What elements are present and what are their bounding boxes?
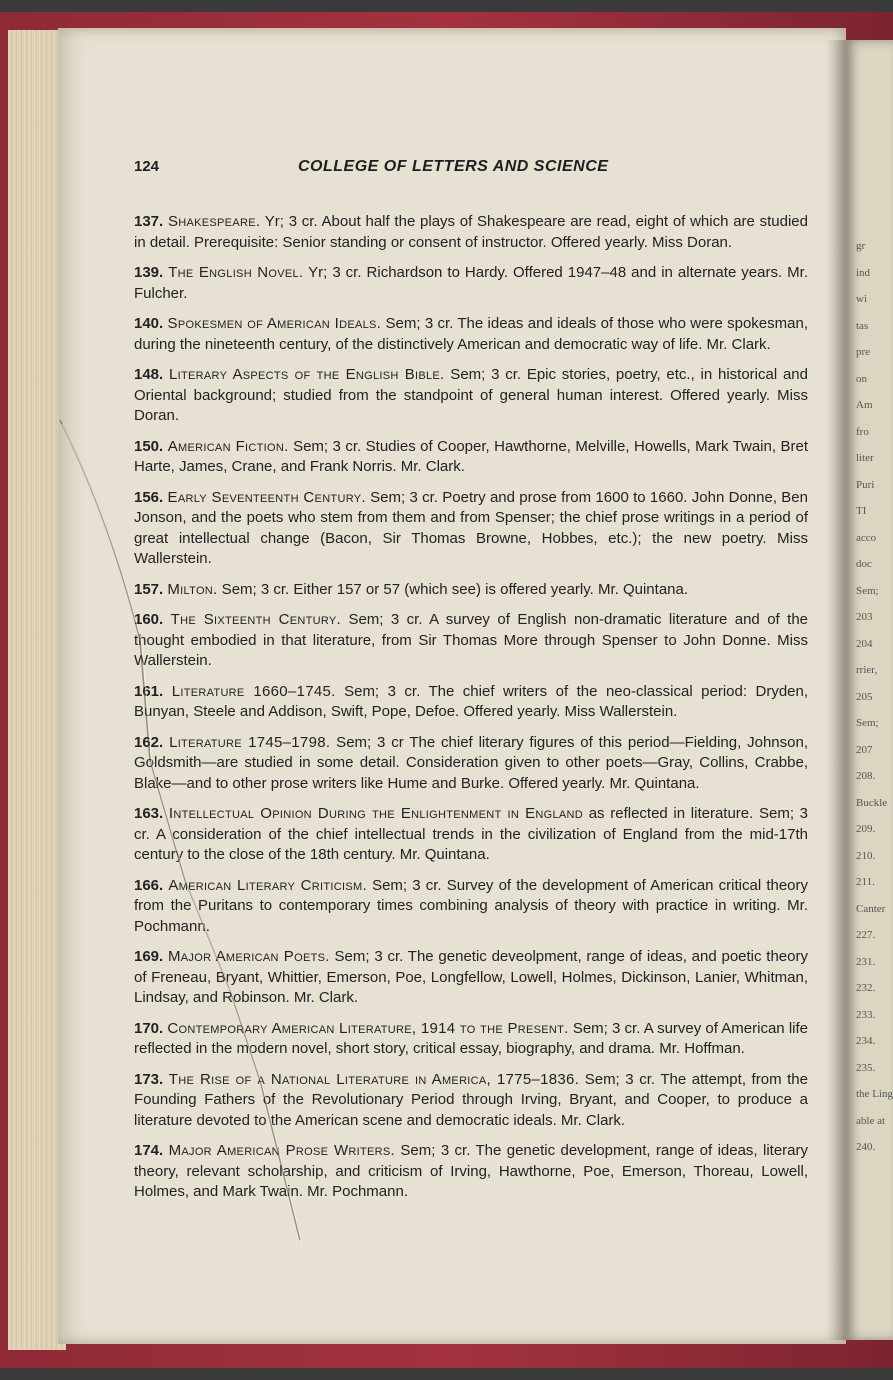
course-number: 150. [134,437,164,455]
course-entry [134,682,808,723]
adjacent-page-fragment: 204 [856,637,873,650]
course-number: 139. [134,264,164,281]
adjacent-page-fragment: 207 [856,743,873,756]
adjacent-page-fragment: 209. [856,823,876,835]
adjacent-page-fragment: 233. [856,1008,876,1021]
adjacent-page-fragment: 235. [856,1061,876,1074]
adjacent-page-fragment: Sem; [856,584,879,597]
course-number: 148. [134,366,164,383]
adjacent-page-fragment: 227. [856,929,876,941]
course-number: 157. [134,580,164,598]
course-description: Yr; 3 cr. About half the plays of Shakespeare are read, eight of which are studied in detail. Prerequisite: Senior standing or consent of instructor. Offered yearly. Miss Doran. [134,213,808,251]
course-title: American Literary Criticism. [168,876,367,894]
course-title: Shakespeare. [167,213,261,230]
adjacent-page-fragment: acco [856,531,877,544]
adjacent-page-fragment: Puri [856,478,875,491]
course-entry [134,365,808,427]
running-head: COLLEGE OF LETTERS AND SCIENCE [298,158,609,175]
adjacent-page-fragment: TI [856,505,867,517]
course-number: 140. [134,315,164,332]
course-title: Early Seventeenth Century. [167,488,366,506]
course-description: as reflected in literature. Sem; 3 cr. A consideration of the chief intellectual trends in the civilization of England from the mid-17th century to the close of the 18th century. Mr. Quintana. [134,805,809,863]
course-description: Sem; 3 cr. The genetic deveolpment, range of ideas, and poetic theory of Freneau, Bryant, Whittier, Emerson, Poe, Longfellow, Lowell, Holmes, Dickinson, Lanier, Whitman, Lindsay, and Robinson. Mr. Clark. [134,948,808,1006]
adjacent-page-fragment: wi [856,293,867,305]
course-entry [134,610,808,672]
course-entry [134,1070,808,1132]
adjacent-page-fragment: gr [856,240,866,252]
course-title: Major American Poets. [168,948,330,965]
course-entry [134,437,808,478]
adjacent-page-fragment: 208. [856,770,876,782]
course-number: 137. [134,213,164,230]
course-description: Sem; 3 cr. The genetic development, range of ideas, literary theory, relevant scholarship, and criticism of Irving, Hawthorne, Poe, Emerson, Thoreau, Lowell, Holmes, and Mark Twain. Mr. Pochmann. [134,1142,808,1200]
course-description: Sem; 3 cr. The chief writers of the neo-classical period: Dryden, Bunyan, Steele and Addison, Swift, Pope, Defoe. Offered yearly. Miss Wallerstein. [134,682,809,720]
adjacent-page-fragment: pre [856,346,871,358]
course-title: American Fiction. [167,437,289,455]
adjacent-page-fragment: liter [856,452,874,464]
adjacent-page-fragment: on [856,372,867,385]
adjacent-page-fragment: 240. [856,1141,876,1153]
course-entry [134,1019,808,1060]
course-number: 163. [134,805,164,822]
adjacent-page-fragment: 211. [856,876,875,888]
course-description: Sem; 3 cr. A survey of English non-dramatic literature and of the thought embodied in that literature, from Sir Thomas More through Spenser to John Donne. Miss Wallerstein. [134,611,808,669]
course-description: Sem; 3 cr. Epic stories, poetry, etc., in historical and Oriental background; studied from the standpoint of general human interest. Offered yearly. Miss Doran. [134,366,808,424]
course-title: Contemporary American Literature, 1914 to the Present. [167,1019,569,1037]
course-description: Sem; 3 cr. Studies of Cooper, Hawthorne, Melville, Howells, Mark Twain, Bret Harte, James, Crane, and Frank Norris. Mr. Clark. [134,437,809,475]
adjacent-page-fragment: 210. [856,849,876,862]
course-entry [134,947,808,1009]
adjacent-page-fragment: Buckle [856,796,888,809]
page-number: 124 [134,158,160,175]
course-number: 161. [134,682,164,700]
course-description: Sem; 3 cr. A survey of American life reflected in the modern novel, short story, critical essay, biography, and drama. Mr. Hoffman. [134,1019,808,1057]
course-number: 170. [134,1019,164,1037]
adjacent-page-fragment: tas [856,319,869,332]
course-entry [134,733,808,795]
adjacent-page-fragment: Canter [856,902,886,915]
course-title: Literature 1660–1745. [171,682,336,700]
course-title: The English Novel. [168,264,304,281]
course-entry [134,804,808,866]
adjacent-page-fragment: 203 [856,611,873,623]
course-entry [134,1141,808,1203]
course-entry [134,876,808,938]
adjacent-page-fragment: fro [856,425,869,438]
course-entry [134,212,808,253]
course-listing [134,212,808,1213]
course-description: Sem; 3 cr. Either 157 or 57 (which see) is offered yearly. Mr. Quintana. [217,580,689,598]
course-entry [134,314,808,355]
course-description: Sem; 3 cr The chief literary figures of this period—Fielding, Johnson, Goldsmith—are studied in some detail. Consideration given to other poets—Gray, Collins, Crabbe, Blake—and to other prose writers like Hume and Burke. Offered yearly. Mr. Quintana. [134,733,808,792]
course-entry [134,263,808,304]
course-title: Major American Prose Writers. [168,1142,396,1159]
course-description: Sem; 3 cr. The attempt, from the Founding Fathers of the Revolutionary Period through Irving, Bryant, and Cooper, to produce a literature devoted to the American scene and democratic ideals. Mr. Clark. [134,1070,808,1129]
page-header [134,158,808,178]
course-title: Milton. [167,580,218,598]
course-description: Sem; 3 cr. Poetry and prose from 1600 to 1660. John Donne, Ben Jonson, and the poets who stem from them and from Spenser; the chief prose writings in a period of great intellectual change (Bacon, Sir Thomas Browne, Hobbes, etc.); the new poetry. Miss Wallerstein. [134,488,808,567]
adjacent-page-fragment: doc [856,558,872,570]
course-description: Yr; 3 cr. Richardson to Hardy. Offered 1947–48 and in alternate years. Mr. Fulcher. [134,264,808,302]
adjacent-page-fragment: 205 [856,690,873,703]
spine-shadow [826,40,848,1340]
course-entry [134,580,808,601]
course-title: Literary Aspects of the English Bible. [168,366,445,383]
adjacent-page-fragment: the Ling [856,1088,893,1100]
course-title: Literature 1745–1798. [169,733,331,751]
adjacent-page-fragment: able at [856,1114,886,1127]
adjacent-page-fragment: 234. [856,1035,876,1047]
course-number: 166. [134,876,164,894]
adjacent-page-fragment: 231. [856,955,876,968]
course-description: Sem; 3 cr. Survey of the development of American critical theory from the Puritans to contemporary times combining analysis of theory with practice in writing. Mr. Pochmann. [134,876,809,935]
course-title: Spokesmen of American Ideals. [167,315,382,332]
course-title: The Rise of a National Literature in America, 1775–1836. [168,1070,580,1088]
course-title: Intellectual Opinion During the Enlightenment in England [168,805,584,822]
course-number: 160. [134,611,164,628]
adjacent-page-fragment: 232. [856,982,876,994]
course-number: 162. [134,733,164,751]
course-number: 174. [134,1142,164,1159]
course-entry [134,488,808,570]
course-title: The Sixteenth Century. [170,611,342,628]
course-number: 169. [134,948,164,965]
adjacent-page-fragment: ind [856,266,871,279]
course-description: Sem; 3 cr. The ideas and ideals of those who were spokesman, during the nineteenth century, of the distinctively American and democratic way of life. Mr. Clark. [134,315,809,353]
course-number: 173. [134,1070,164,1088]
course-number: 156. [134,488,164,506]
adjacent-page-fragment: rrier, [856,664,878,676]
adjacent-page-fragment: Sem; [856,717,879,729]
adjacent-page [846,40,893,1340]
adjacent-page-fragment: Am [856,399,873,411]
